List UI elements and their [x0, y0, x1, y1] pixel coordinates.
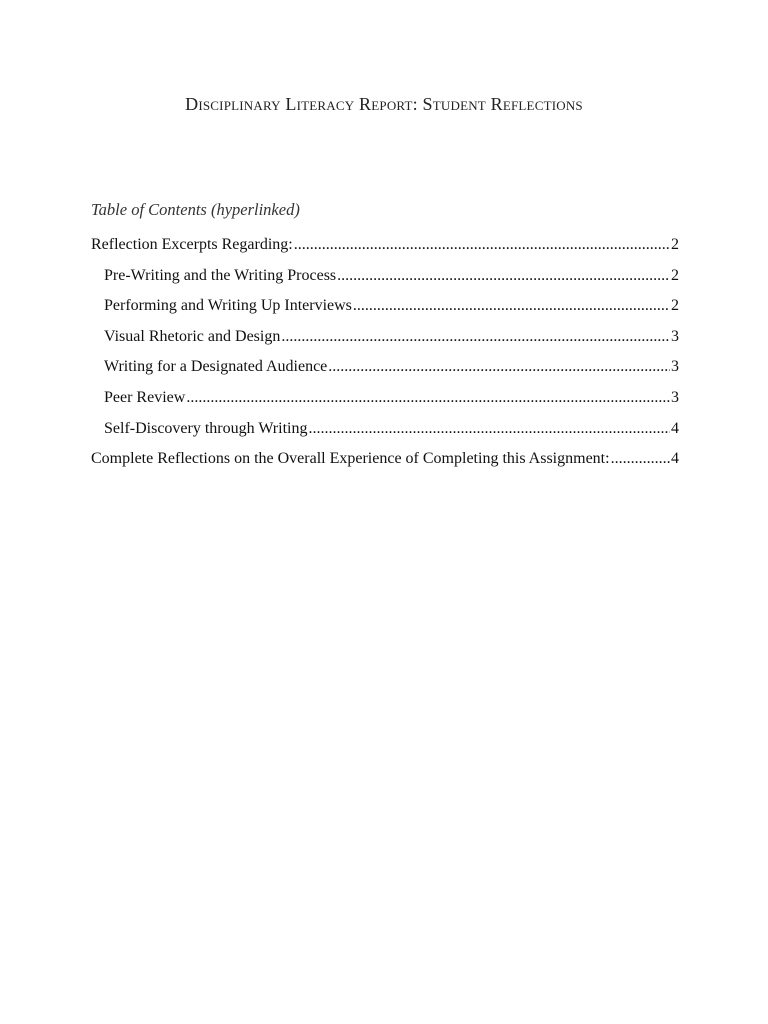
toc-entry-self-discovery[interactable]	[91, 420, 679, 451]
toc-dot-leader	[294, 236, 670, 254]
toc-heading: Table of Contents (hyperlinked)	[91, 200, 300, 219]
toc-dot-leader	[308, 420, 670, 438]
toc-entry-label[interactable]: Performing and Writing Up Interviews	[104, 297, 352, 315]
toc-entry-complete-reflections[interactable]	[91, 450, 679, 481]
toc-entry-pre-writing[interactable]	[91, 267, 679, 298]
toc-entry-label[interactable]: Reflection Excerpts Regarding:	[91, 236, 293, 253]
toc-entry-label[interactable]: Complete Reflections on the Overall Experience of Completing this Assignment:	[91, 450, 610, 468]
table-of-contents	[91, 236, 679, 481]
toc-dot-leader	[281, 328, 670, 346]
toc-entry-designated-audience[interactable]	[91, 358, 679, 389]
toc-page-number[interactable]: 3	[671, 327, 679, 345]
toc-entry-label[interactable]: Self-Discovery through Writing	[104, 419, 308, 437]
toc-entry-reflection-excerpts[interactable]	[91, 236, 679, 267]
toc-dot-leader	[611, 450, 670, 468]
toc-entry-peer-review[interactable]	[91, 389, 679, 420]
toc-dot-leader	[186, 389, 670, 407]
toc-entry-interviews[interactable]	[91, 297, 679, 328]
toc-page-number[interactable]: 2	[671, 236, 679, 253]
toc-entry-visual-rhetoric[interactable]	[91, 328, 679, 359]
toc-entry-label[interactable]: Peer Review	[104, 388, 186, 406]
toc-dot-leader	[337, 267, 670, 285]
toc-entry-label[interactable]: Pre-Writing and the Writing Process	[104, 266, 337, 284]
toc-page-number[interactable]: 3	[671, 358, 679, 376]
page-title: Disciplinary Literacy Report: Student Reflections	[185, 94, 583, 114]
toc-page-number[interactable]: 3	[671, 388, 679, 406]
toc-page-number[interactable]: 4	[671, 450, 679, 468]
toc-page-number[interactable]: 2	[671, 297, 679, 315]
toc-page-number[interactable]: 4	[671, 419, 679, 437]
toc-page-number[interactable]: 2	[671, 266, 679, 284]
toc-entry-label[interactable]: Visual Rhetoric and Design	[104, 327, 281, 345]
toc-dot-leader	[328, 358, 670, 376]
toc-entry-label[interactable]: Writing for a Designated Audience	[104, 358, 328, 376]
toc-dot-leader	[353, 297, 670, 315]
